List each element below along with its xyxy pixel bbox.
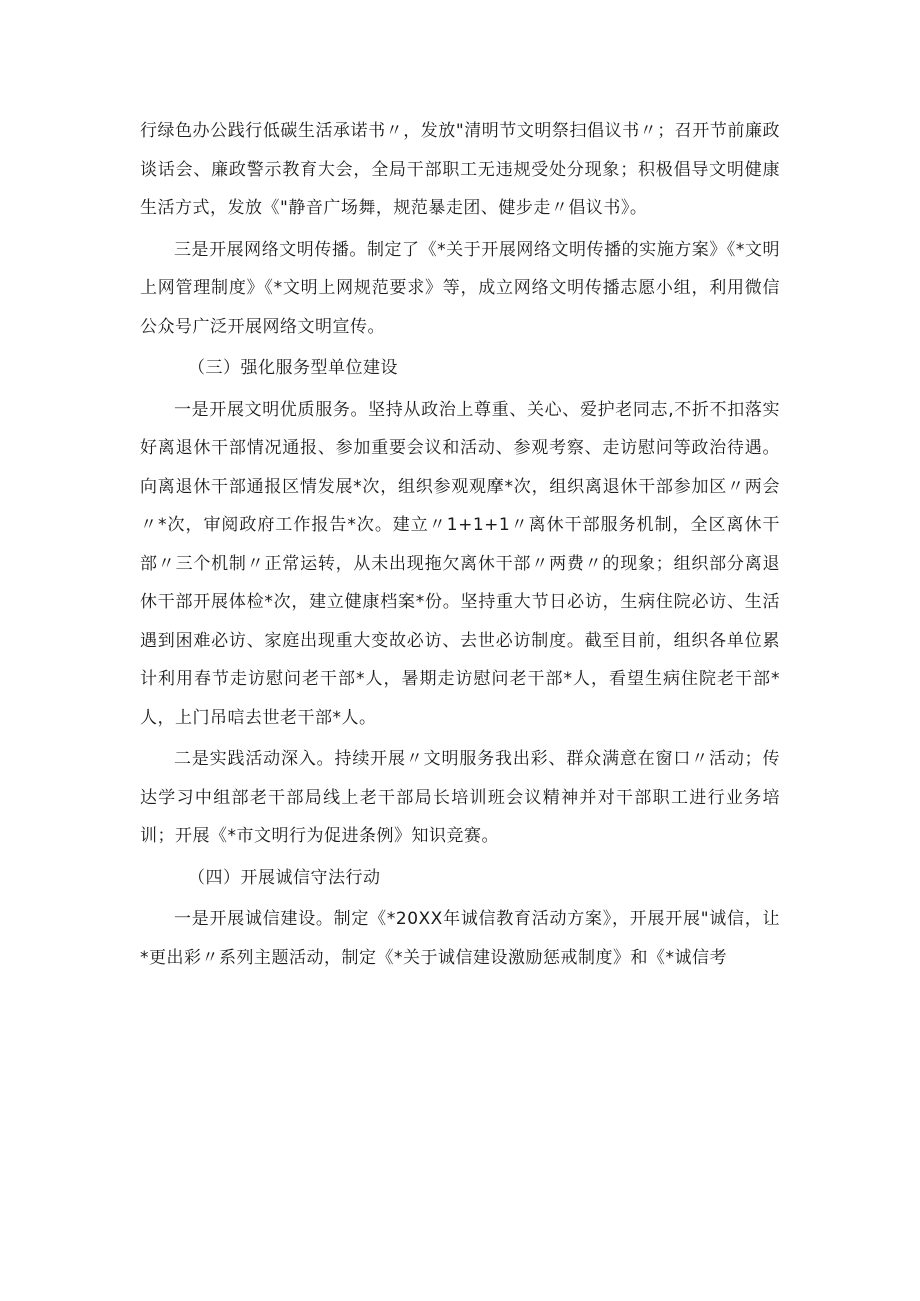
section-heading-integrity: （四）开展诚信守法行动	[188, 867, 381, 888]
paragraph-quality-service: 一是开展文明优质服务。坚持从政治上尊重、关心、爱护老同志,不折不扣落实好离退休干部情况通报、参加重要会议和活动、参观考察、走访慰问等政治待遇。向离退休干部通报区情发展*次，组织参观观摩*次，组织离退休干部参加区〃两会〃*次，审阅政府工作报告*次。建立〃1+1+1〃离休干部服务机制，全区离休干部〃三个机制〃正常运转，从未出现拖欠离休干部〃两费〃的现象；组织部分离退休干部开展体检*次，建立健康档案*份。坚持重大节日必访，生病住院必访、生活遇到困难必访、家庭出现重大变故必访、去世必访制度。截至目前，组织各单位累计利用春节走访慰问老干部*人，暑期走访慰问老干部*人，看望生病住院老干部*人，上门吊唁去世老干部*人。	[140, 399, 780, 728]
document-body	[140, 112, 780, 977]
paragraph-integrity-building: 一是开展诚信建设。制定《*20XX年诚信教育活动方案》，开展开展"诚信，让*更出彩〃系列主题活动，制定《*关于诚信建设激励惩戒制度》和《*诚信考	[140, 909, 780, 968]
section-heading-service-unit: （三）强化服务型单位建设	[188, 358, 398, 378]
paragraph-network-civilization: 三是开展网络文明传播。制定了《*关于开展网络文明传播的实施方案》《*文明上网管理制度》《*文明上网规范要求》等，成立网络文明传播志愿小组，利用微信公众号广泛开展网络文明宣传。	[140, 239, 780, 337]
paragraph-continuation: 行绿色办公践行低碳生活承诺书〃，发放"清明节文明祭扫倡议书〃；召开节前廉政谈话会、廉政警示教育大会，全局干部职工无违规受处分现象；积极倡导文明健康生活方式，发放《"静音广场舞，规范暴走团、健步走〃倡议书》。	[140, 121, 780, 218]
paragraph-practice-activities: 二是实践活动深入。持续开展〃文明服务我出彩、群众满意在窗口〃活动；传达学习中组部老干部局线上老干部局长培训班会议精神并对干部职工进行业务培训；开展《*市文明行为促进条例》知识竞赛。	[140, 749, 780, 846]
